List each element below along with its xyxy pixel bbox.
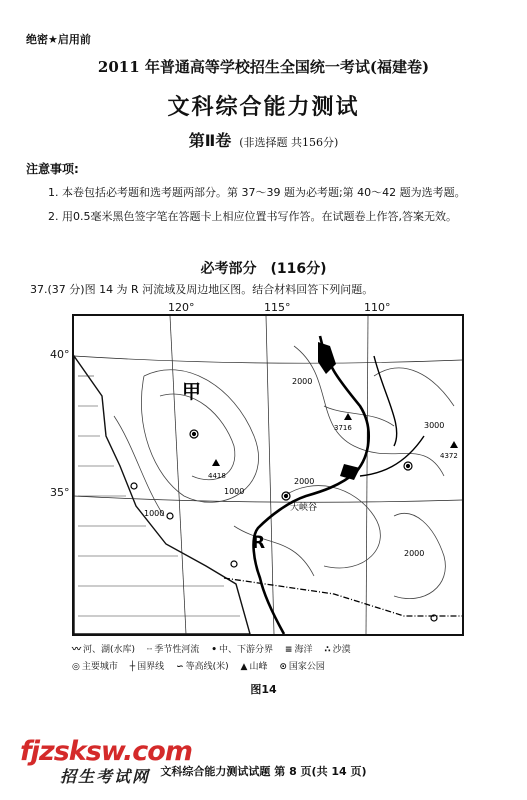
peak-elevation: 3716 [334, 424, 352, 432]
confidential-mark: 绝密★启用前 [26, 33, 91, 46]
contour-label: 2000 [292, 377, 313, 386]
border-icon: ┼ [129, 662, 136, 672]
map-drawing [74, 316, 462, 634]
peak-elevation: 4372 [440, 452, 458, 460]
legend-item: ≡ 海洋 [284, 645, 313, 655]
river-icon: 〰 [72, 645, 82, 655]
notice-item: 2. 用0.5毫米黑色签字笔在答题卡上相应位置书写作答。在试题卷上作答,答案无效。 [48, 210, 457, 223]
subject-title: 文科综合能力测试 [167, 94, 360, 120]
section-title: 必考部分 [200, 261, 257, 277]
map-legend-row [72, 642, 464, 655]
national-park-icon: ⊙ [279, 662, 287, 672]
legend-item: ┼ 国界线 [129, 662, 165, 672]
part-heading [0, 128, 527, 151]
contour-label: 3000 [424, 421, 445, 430]
map-label-r: R [252, 533, 266, 553]
legend-item: • 中、下游分界 [211, 645, 274, 655]
latitude-label: 40° [50, 348, 70, 361]
ocean-icon: ≡ [284, 645, 293, 655]
contour-label: 2000 [404, 549, 425, 558]
r-river-basin-map [72, 314, 464, 636]
watermark-logo: fjzsksw.com [20, 736, 192, 767]
part-title: 第Ⅱ卷 [188, 131, 232, 150]
notice-item: 1. 本卷包括必考题和选考题两部分。第 37～39 题为必考题;第 40～42 题为选考题。 [48, 186, 466, 199]
contour-label: 1000 [224, 487, 245, 496]
contour-icon: ∽ [176, 662, 184, 672]
legend-item: 〰 河、湖(水库) [72, 645, 136, 655]
legend-item: ∽ 等高线(米) [176, 662, 229, 672]
r-river [254, 336, 424, 634]
map-legend-row [72, 659, 464, 672]
exam-title: 2011 年普通高等学校招生全国统一考试(福建卷) [97, 58, 430, 76]
longitude-label: 115° [264, 301, 291, 314]
question-37-text: 37.(37 分)图 14 为 R 河流域及周边地区图。结合材料回答下列问题。 [30, 283, 374, 296]
peak-icon: ▲ [240, 662, 248, 672]
national-border [224, 578, 462, 616]
section-heading [0, 258, 527, 278]
latitude-label: 35° [50, 486, 70, 499]
section-score: (116分) [270, 261, 327, 277]
contour-label: 1000 [144, 509, 165, 518]
map-label-jia: 甲 [182, 381, 202, 403]
legend-item: ▲ 山峰 [240, 662, 268, 672]
desert-icon: ∴ [324, 645, 331, 655]
legend-item: ◎ 主要城市 [72, 662, 118, 672]
legend-item: ┈ 季节性河流 [146, 645, 200, 655]
notice-heading: 注意事项: [26, 162, 79, 176]
boundary-point-icon: • [211, 645, 217, 655]
watermark-subtitle: 招生考试网 [60, 767, 151, 786]
part-note: (非选择题 共156分) [239, 136, 339, 149]
page-footer: 文科综合能力测试试题 第 8 页(共 14 页) [160, 765, 367, 778]
city-icon: ◎ [72, 662, 80, 672]
legend-item: ∴ 沙漠 [324, 645, 351, 655]
longitude-label: 110° [364, 301, 391, 314]
peak-elevation: 4418 [208, 472, 226, 480]
contour-label: 2000 [294, 477, 315, 486]
figure-caption: 图14 [250, 683, 277, 696]
map-label-city: 大峡谷 [290, 503, 318, 513]
legend-item: ⊙ 国家公园 [279, 662, 325, 672]
longitude-label: 120° [168, 301, 195, 314]
seasonal-river-icon: ┈ [146, 645, 153, 655]
